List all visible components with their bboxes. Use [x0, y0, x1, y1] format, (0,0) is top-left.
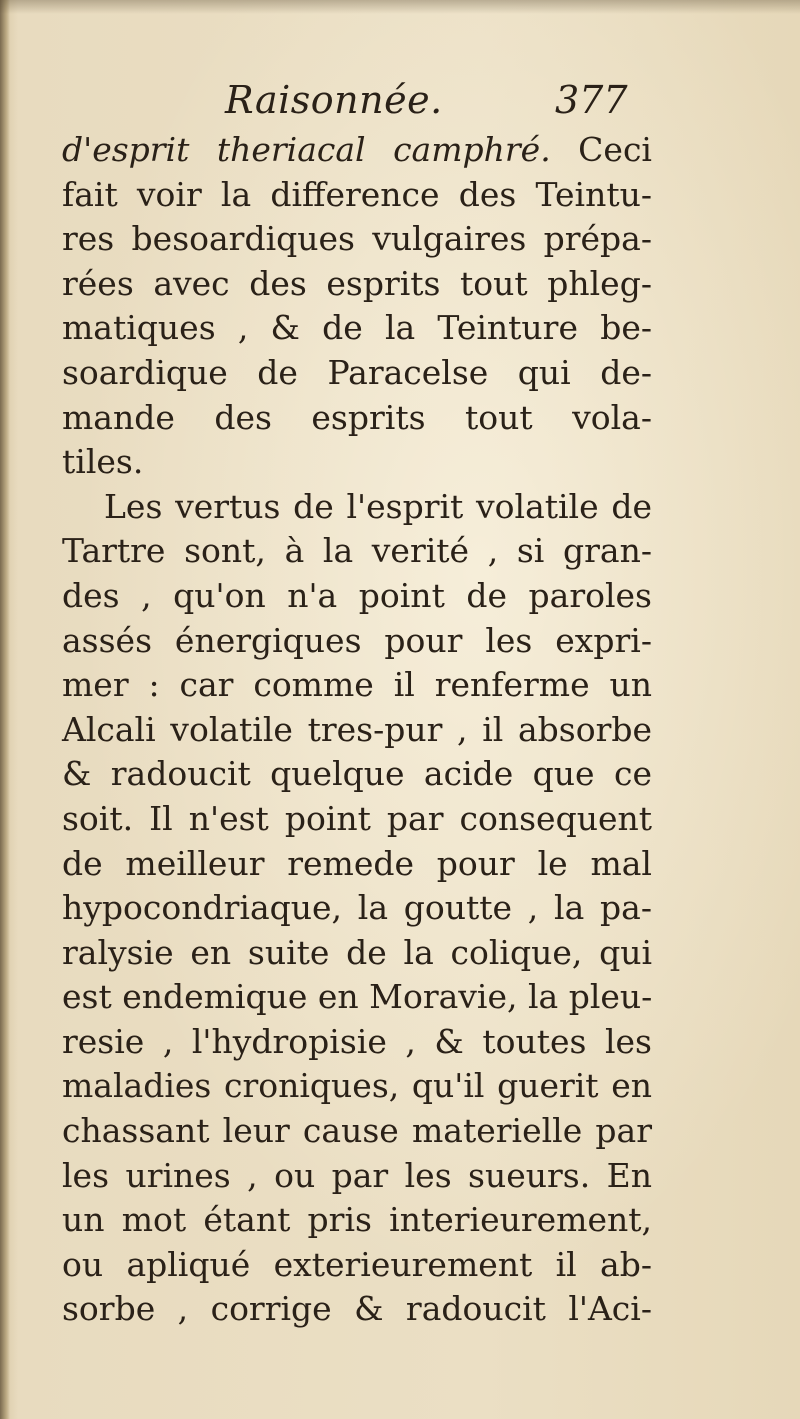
text-line: & radoucit quelque acide que ce [62, 754, 652, 794]
page-number: 377 [555, 78, 628, 122]
text-line: resie , l'hydropisie , & toutes les [62, 1021, 652, 1061]
text-line: mer : car comme il renferme un [62, 665, 652, 705]
text-line: mande des esprits tout vola- [62, 397, 652, 437]
text-line: ralysie en suite de la colique, qui [62, 932, 652, 972]
text-line: maladies croniques, qu'il guerit en [62, 1066, 652, 1106]
text-line: Les vertus de l'esprit volatile de [104, 486, 652, 526]
text-line: Tartre sont, à la verité , si gran- [62, 531, 652, 571]
text-line: assés énergiques pour les expri- [62, 620, 652, 660]
text-line: hypocondriaque, la goutte , la pa- [62, 888, 652, 928]
text-line: d'esprit theriacal camphré. Ceci [62, 130, 652, 169]
text-line: ou apliqué exterieurement il ab- [62, 1244, 652, 1284]
text-line: sorbe , corrige & radoucit l'Aci- [62, 1289, 652, 1329]
text-line: est endemique en Moravie, la pleu- [62, 977, 653, 1017]
text-line: matiques , & de la Teinture be- [62, 308, 652, 348]
text-line: tiles. [62, 442, 144, 482]
body-text [62, 128, 652, 1332]
page-top-edge [0, 0, 800, 14]
text-line: les urines , ou par les sueurs. En [62, 1155, 652, 1195]
text-line: res besoardiques vulgaires prépa- [62, 219, 652, 259]
text-line: chassant leur cause materielle par [62, 1111, 652, 1151]
text-line: soardique de Paracelse qui de- [62, 352, 652, 392]
running-head: Raisonnée. [225, 78, 443, 122]
text-line: fait voir la difference des Teintu- [62, 174, 652, 214]
binding-gutter [0, 0, 10, 1419]
text-line: Alcali volatile tres-pur , il absorbe [62, 709, 652, 749]
page-header [0, 78, 800, 132]
text-line: un mot étant pris interieurement, [62, 1200, 652, 1240]
text-line: de meilleur remede pour le mal [62, 843, 652, 883]
text-line: des , qu'on n'a point de paroles [62, 575, 652, 615]
text-line: soit. Il n'est point par consequent [62, 798, 652, 838]
text-line: rées avec des esprits tout phleg- [62, 263, 652, 303]
